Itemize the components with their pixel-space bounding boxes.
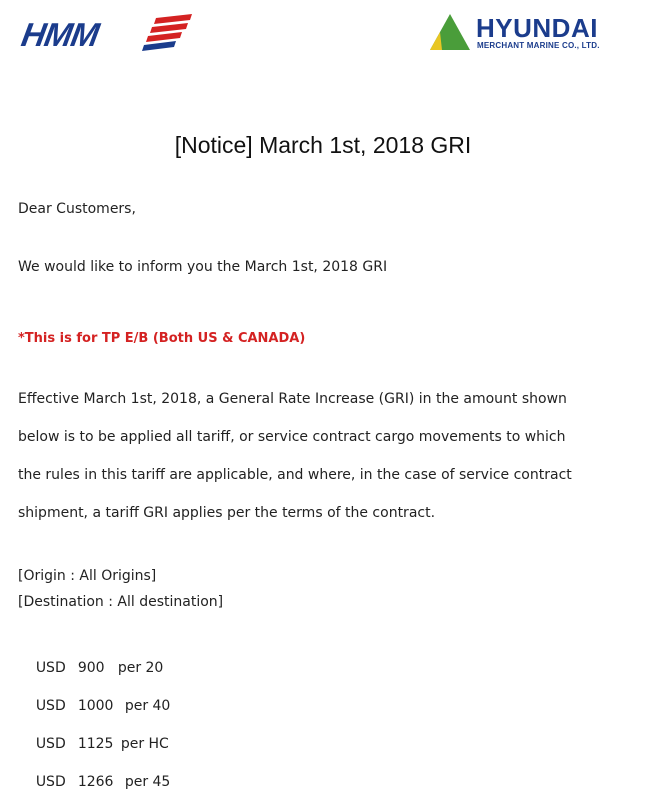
destination-text: [Destination : All destination] (18, 594, 224, 610)
rate-unit: per HC (120, 736, 169, 752)
hyundai-logo (428, 12, 628, 56)
rate-unit: per 45 (124, 774, 171, 790)
hyundai-triangle-icon (428, 12, 472, 52)
greeting: Dear Customers, (18, 201, 136, 217)
rate-amount: 1000 (77, 698, 114, 714)
hmm-wordmark: HMM (18, 16, 102, 53)
hyundai-subtitle: MERCHANT MARINE CO., LTD. (477, 41, 600, 50)
intro-text: We would like to inform you the March 1st, 2018 GRI (18, 259, 388, 275)
rate-currency: USD (35, 736, 66, 752)
rate-amount: 900 (77, 660, 105, 676)
hmm-flag-icon (142, 14, 194, 52)
scope-note: *This is for TP E/B (Both US & CANADA) (18, 331, 306, 346)
origin-text: [Origin : All Origins] (18, 568, 157, 584)
hmm-logo (18, 14, 194, 53)
notice-title: [Notice] March 1st, 2018 GRI (174, 132, 472, 158)
paragraph-line: Effective March 1st, 2018, a General Rate Increase (GRI) in the amount shown (18, 391, 567, 407)
paragraph-line: shipment, a tariff GRI applies per the terms of the contract. (18, 505, 436, 521)
rate-unit: per 20 (117, 660, 164, 676)
rate-currency: USD (35, 698, 66, 714)
rate-currency: USD (35, 774, 66, 790)
rate-row (18, 758, 170, 806)
rate-unit: per 40 (124, 698, 171, 714)
hyundai-brand-text: HYUNDAI (476, 13, 598, 43)
rate-currency: USD (35, 660, 66, 676)
paragraph-line: below is to be applied all tariff, or service contract cargo movements to which (18, 429, 566, 445)
rate-amount: 1266 (77, 774, 114, 790)
rate-amount: 1125 (77, 736, 114, 752)
paragraph-line: the rules in this tariff are applicable, and where, in the case of service contract (18, 467, 572, 483)
